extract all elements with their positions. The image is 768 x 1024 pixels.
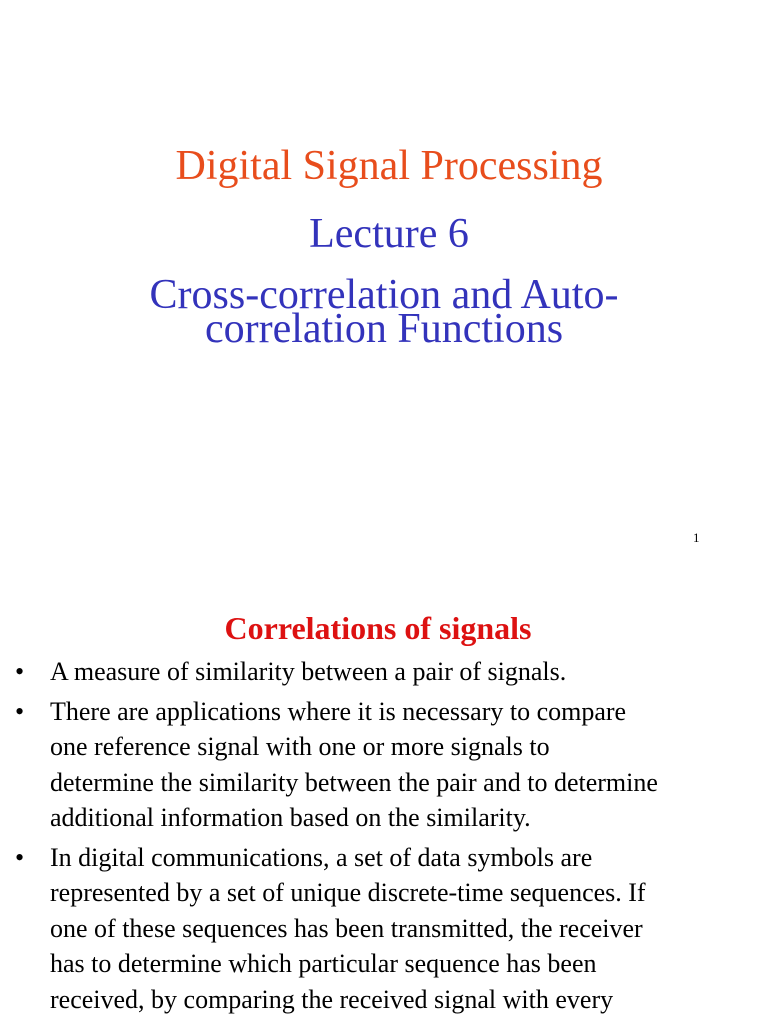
bullet-item [0,694,768,836]
lecture-subtitle [0,272,768,352]
bullet-item [0,654,768,690]
content-slide [0,576,768,1024]
bullet-text-line: one of these sequences has been transmitted, the receiver [50,913,643,943]
lecture-number: Lecture 6 [309,211,469,257]
subtitle-line-1: Cross-correlation and Auto- [149,272,619,318]
subtitle-line-2: correlation Functions [204,306,564,352]
bullet-text-line: has to determine which particular sequence has been [50,949,597,978]
bullet-text-line: In digital communications, a set of data symbols are [50,842,593,872]
bullet-text-line: A measure of similarity between a pair of signals. [50,657,567,686]
bullet-text-line: received, by comparing the received signal with every [50,984,614,1014]
bullet-dot-icon: • [15,657,25,686]
bullet-text-line: one reference signal with one or more signals to [50,732,550,761]
bullet-dot-icon: • [15,842,25,872]
bullet-text-line: represented by a set of unique discrete-time sequences. If [50,878,646,907]
bullet-item [0,840,768,1018]
bullet-text-line: There are applications where it is necessary to compare [50,696,627,726]
section-heading: Correlations of signals [224,610,532,646]
page-number: 1 [693,530,700,545]
bullet-list [0,654,768,1021]
bullet-text-line: determine the similarity between the pair and to determine [50,767,658,797]
course-title: Digital Signal Processing [175,143,603,189]
bullet-text-line: additional information based on the similarity. [50,803,531,832]
bullet-dot-icon: • [15,696,25,726]
